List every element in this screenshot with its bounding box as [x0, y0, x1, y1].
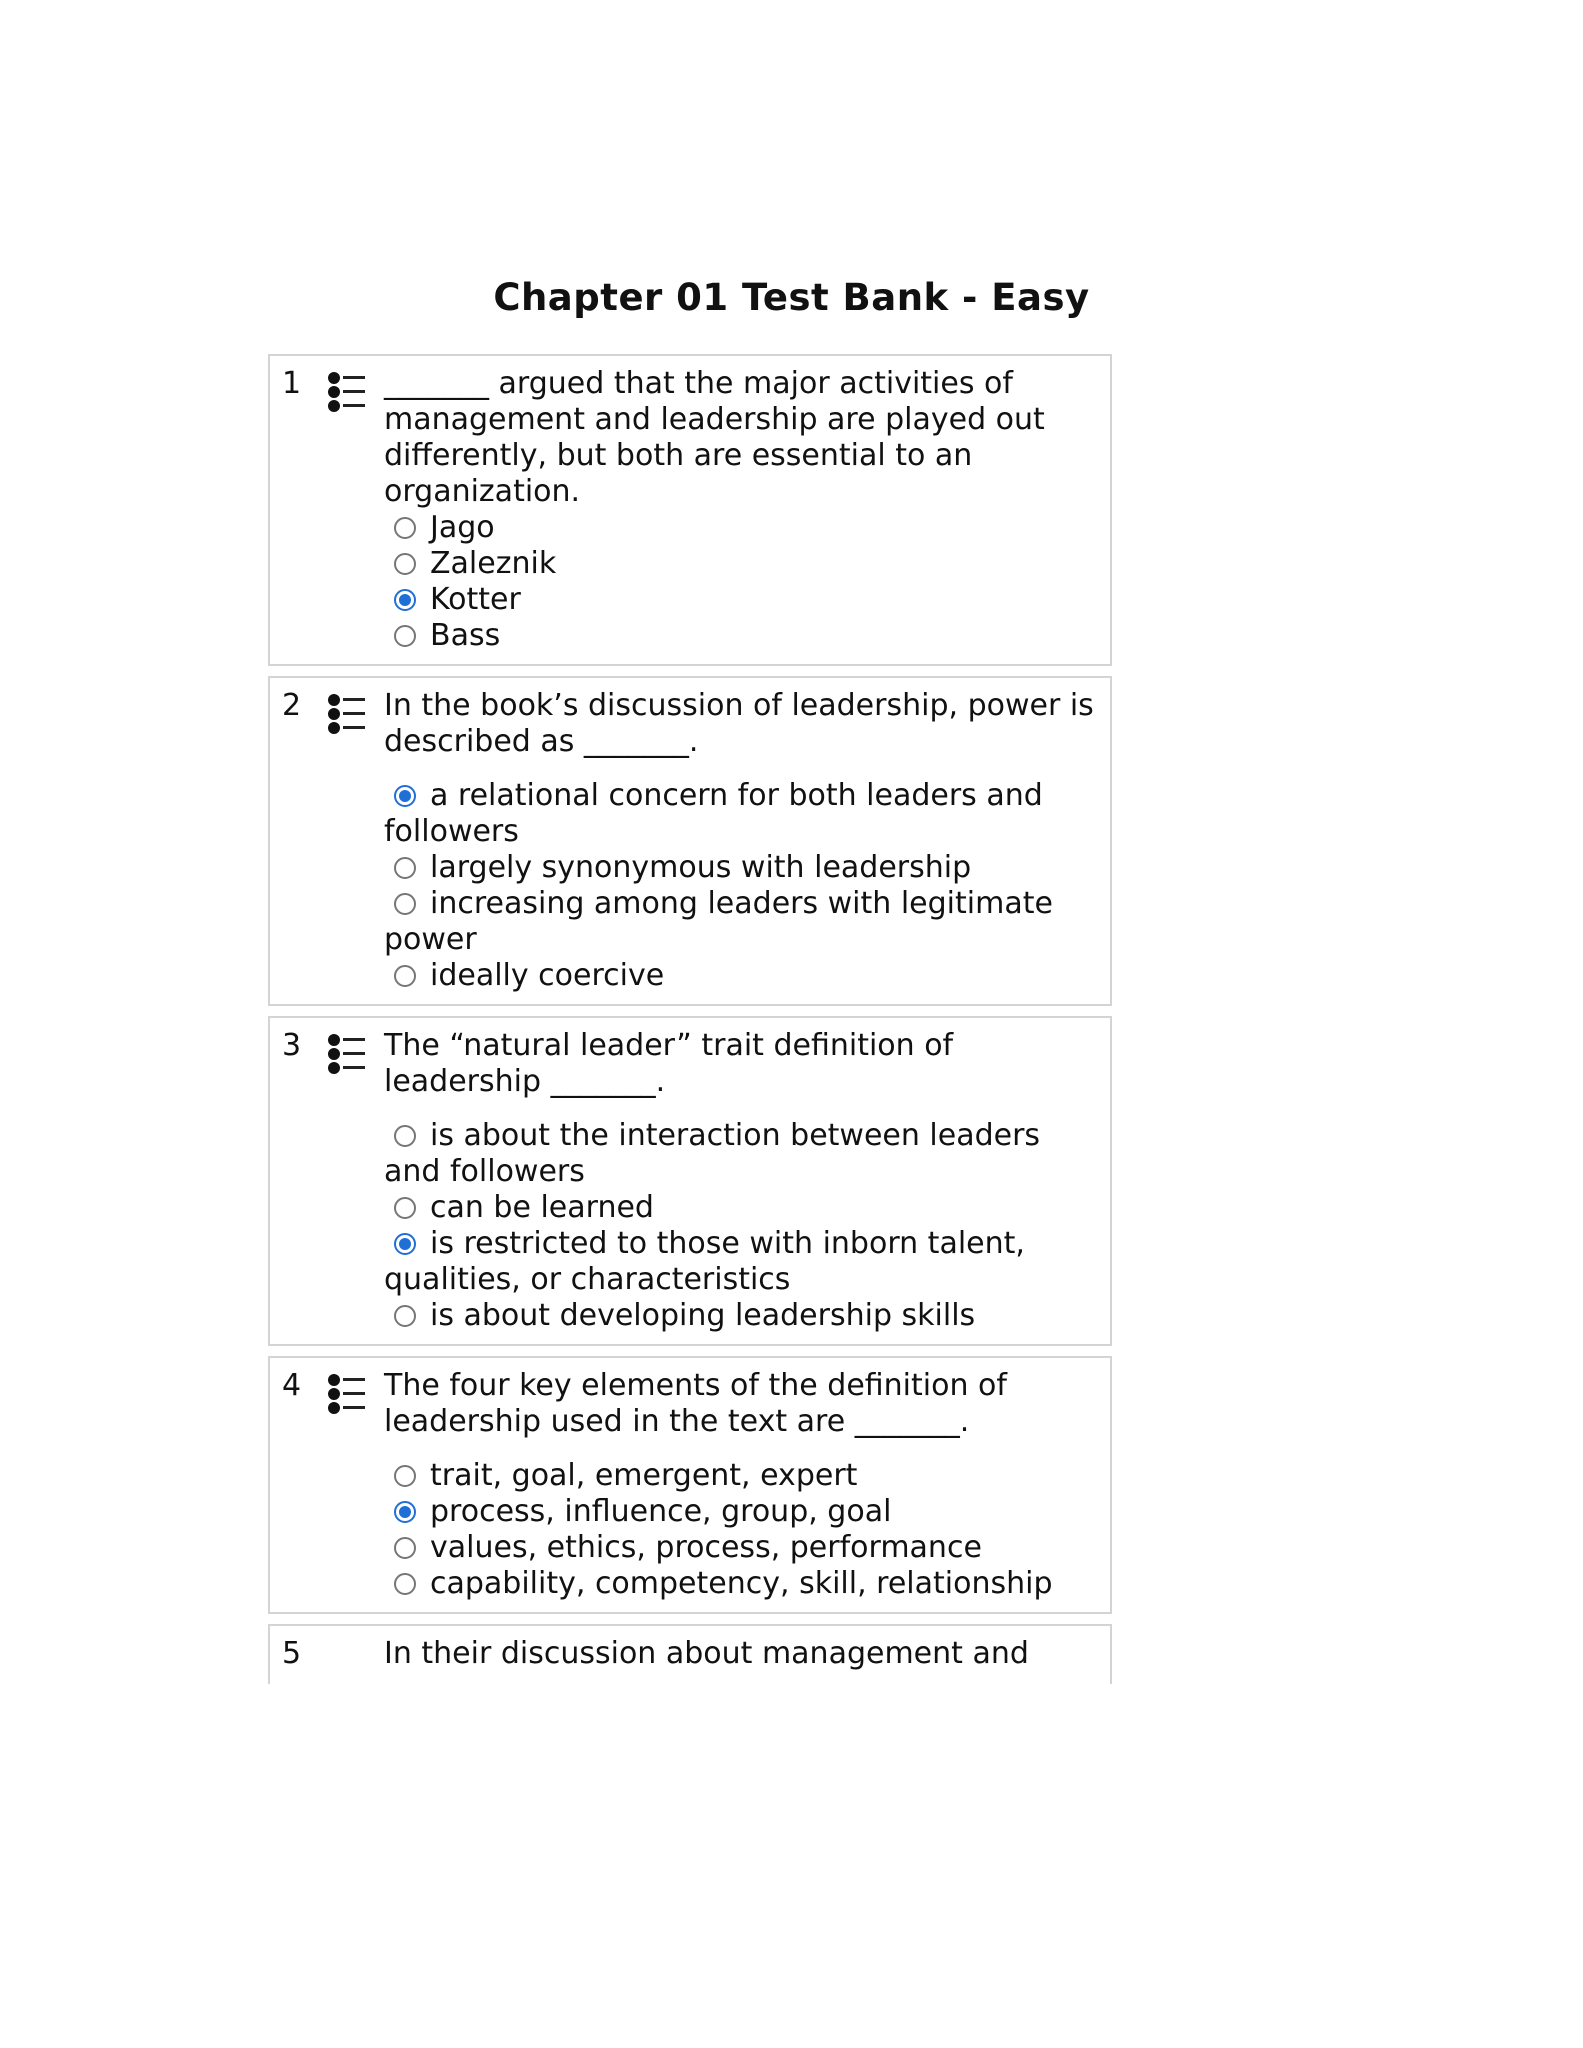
option-label: can be learned	[430, 1190, 654, 1225]
option-label: trait, goal, emergent, expert	[430, 1458, 858, 1493]
list-icon	[324, 692, 374, 746]
question-2	[268, 676, 1112, 1006]
page-title: Chapter 01 Test Bank - Easy	[493, 276, 1090, 319]
list-icon	[324, 1032, 374, 1086]
radio-button-selected[interactable]	[394, 785, 416, 807]
answer-option[interactable]	[384, 1226, 1102, 1298]
radio-button[interactable]	[394, 1125, 416, 1147]
radio-button-selected[interactable]	[394, 589, 416, 611]
option-label: ideally coercive	[430, 958, 665, 993]
radio-button[interactable]	[394, 1573, 416, 1595]
radio-button[interactable]	[394, 1465, 416, 1487]
question-3	[268, 1016, 1112, 1346]
radio-button[interactable]	[394, 553, 416, 575]
radio-button[interactable]	[394, 965, 416, 987]
option-label: largely synonymous with leadership	[430, 850, 972, 885]
option-label: Jago	[430, 510, 495, 545]
question-number: 3	[282, 1028, 302, 1063]
answer-option[interactable]	[384, 1298, 1102, 1334]
answer-option[interactable]	[384, 1530, 1102, 1566]
question-number: 2	[282, 688, 302, 723]
option-label: capability, competency, skill, relationship	[430, 1566, 1053, 1601]
option-label: process, influence, group, goal	[430, 1494, 892, 1529]
question-number: 5	[282, 1636, 302, 1671]
option-label: increasing among leaders with legitimate power	[384, 886, 1053, 957]
radio-button[interactable]	[394, 1197, 416, 1219]
question-1	[268, 354, 1112, 666]
radio-button[interactable]	[394, 893, 416, 915]
question-list	[268, 354, 1112, 1684]
question-4	[268, 1356, 1112, 1614]
option-label: Zaleznik	[430, 546, 557, 581]
question-stem: In the book’s discussion of leadership, power is described as _______.	[384, 688, 1094, 759]
radio-button-selected[interactable]	[394, 1233, 416, 1255]
radio-button-selected[interactable]	[394, 1501, 416, 1523]
answer-option[interactable]	[384, 618, 1102, 654]
question-number: 4	[282, 1368, 302, 1403]
radio-button[interactable]	[394, 517, 416, 539]
option-label: a relational concern for both leaders and followers	[384, 778, 1043, 849]
answer-option[interactable]	[384, 546, 1102, 582]
answer-option[interactable]	[384, 1190, 1102, 1226]
answer-option[interactable]	[384, 850, 1102, 886]
answer-option[interactable]	[384, 778, 1102, 850]
answer-option[interactable]	[384, 958, 1102, 994]
option-label: values, ethics, process, performance	[430, 1530, 982, 1565]
question-stem: The “natural leader” trait definition of leadership _______.	[384, 1028, 954, 1099]
radio-button[interactable]	[394, 1305, 416, 1327]
list-icon	[324, 1372, 374, 1426]
list-icon	[324, 370, 374, 424]
option-label: is about the interaction between leaders and followers	[384, 1118, 1041, 1189]
question-stem: In their discussion about management and	[384, 1636, 1029, 1671]
answer-option[interactable]	[384, 886, 1102, 958]
option-label: is about developing leadership skills	[430, 1298, 976, 1333]
answer-option[interactable]	[384, 1566, 1102, 1602]
option-label: Kotter	[430, 582, 521, 617]
option-label: is restricted to those with inborn talent, qualities, or characteristics	[384, 1226, 1025, 1297]
answer-option[interactable]	[384, 1118, 1102, 1190]
radio-button[interactable]	[394, 1537, 416, 1559]
answer-option[interactable]	[384, 510, 1102, 546]
answer-option[interactable]	[384, 582, 1102, 618]
option-label: Bass	[430, 618, 501, 653]
answer-option[interactable]	[384, 1494, 1102, 1530]
question-stem: The four key elements of the definition of leadership used in the text are _______.	[384, 1368, 1007, 1439]
answer-option[interactable]	[384, 1458, 1102, 1494]
question-number: 1	[282, 366, 302, 401]
radio-button[interactable]	[394, 857, 416, 879]
radio-button[interactable]	[394, 625, 416, 647]
question-stem: _______ argued that the major activities of management and leadership are played out differently, but both are essential to an organization.	[384, 366, 1045, 509]
question-5	[268, 1624, 1112, 1684]
